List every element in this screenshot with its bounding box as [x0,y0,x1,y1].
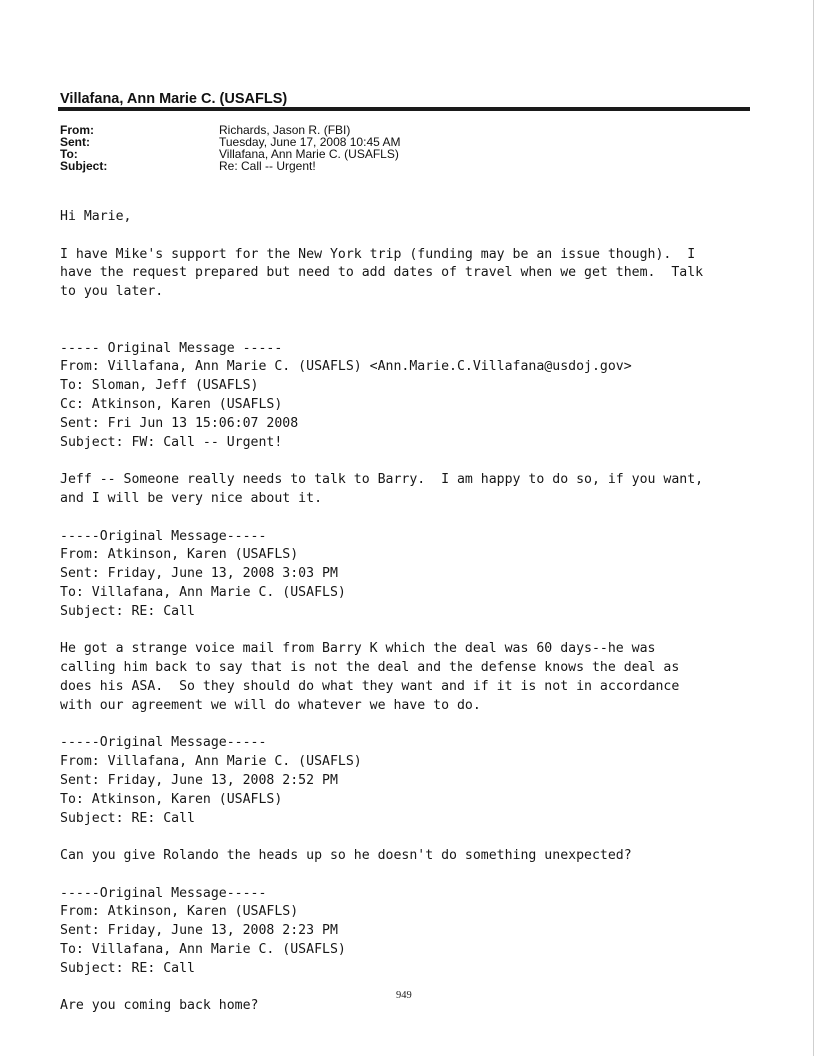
quoted-sent: Sent: Friday, June 13, 2008 3:03 PM [60,566,338,582]
quoted-subject: Subject: RE: Call [60,603,195,619]
original-message-separator: ----- Original Message ----- [60,340,283,356]
reply-line: have the request prepared but need to add dates of travel when we get them. Talk [60,265,704,281]
quoted-body-line: and I will be very nice about it. [60,490,323,506]
subject-label: Subject: [60,159,108,173]
quoted-to: To: Villafana, Ann Marie C. (USAFLS) [60,584,346,600]
quoted-body-line: does his ASA. So they should do what they want and if it is not in accordance [60,678,680,694]
original-message-separator: -----Original Message----- [60,735,267,751]
sent-value: Tuesday, June 17, 2008 10:45 AM [219,135,401,149]
from-label: From: [60,123,94,137]
message-header [60,124,400,172]
sent-label: Sent: [60,135,90,149]
message-body [60,208,780,1016]
quoted-body-line: Can you give Rolando the heads up so he doesn't do something unexpected? [60,848,632,864]
quoted-message-4 [60,885,780,1017]
to-label: To: [60,147,78,161]
quoted-sent: Sent: Friday, June 13, 2008 2:23 PM [60,923,338,939]
quoted-message-3 [60,734,780,866]
quoted-sent: Sent: Fri Jun 13 15:06:07 2008 [60,415,299,431]
quoted-from: From: Atkinson, Karen (USAFLS) [60,904,299,920]
scan-edge-line [813,0,814,1056]
mailbox-owner-name: Villafana, Ann Marie C. (USAFLS) [60,91,288,107]
quoted-to: To: Sloman, Jeff (USAFLS) [60,378,259,394]
quoted-to: To: Atkinson, Karen (USAFLS) [60,791,283,807]
quoted-body-line: calling him back to say that is not the deal and the defense knows the deal as [60,660,680,676]
reply-line: to you later. [60,284,164,300]
original-message-separator: -----Original Message----- [60,885,267,901]
quoted-subject: Subject: RE: Call [60,960,195,976]
header-rule [58,107,750,111]
quoted-subject: Subject: RE: Call [60,810,195,826]
quoted-subject: Subject: FW: Call -- Urgent! [60,434,283,450]
original-message-separator: -----Original Message----- [60,528,267,544]
quoted-cc: Cc: Atkinson, Karen (USAFLS) [60,396,283,412]
quoted-body-line: Are you coming back home? [60,998,259,1014]
reply-greeting: Hi Marie, [60,209,132,224]
reply-line: I have Mike's support for the New York trip (funding may be an issue though). I [60,246,696,262]
to-value: Villafana, Ann Marie C. (USAFLS) [219,147,399,161]
quoted-message-2 [60,528,780,716]
quoted-from: From: Villafana, Ann Marie C. (USAFLS) [60,754,362,770]
quoted-body-line: Jeff -- Someone really needs to talk to Barry. I am happy to do so, if you want, [60,472,704,488]
quoted-from: From: Villafana, Ann Marie C. (USAFLS) <Ann.Marie.C.Villafana@usdoj.gov> [60,359,632,375]
quoted-message-1 [60,340,780,509]
from-value: Richards, Jason R. (FBI) [219,123,351,137]
header-subject-row [60,160,400,172]
quoted-sent: Sent: Friday, June 13, 2008 2:52 PM [60,772,338,788]
quoted-body-line: with our agreement we will do whatever we have to do. [60,697,481,713]
quoted-from: From: Atkinson, Karen (USAFLS) [60,547,299,563]
quoted-body-line: He got a strange voice mail from Barry K which the deal was 60 days--he was [60,641,656,657]
subject-value: Re: Call -- Urgent! [219,159,316,173]
quoted-to: To: Villafana, Ann Marie C. (USAFLS) [60,942,346,958]
page-number: 949 [396,990,412,1001]
